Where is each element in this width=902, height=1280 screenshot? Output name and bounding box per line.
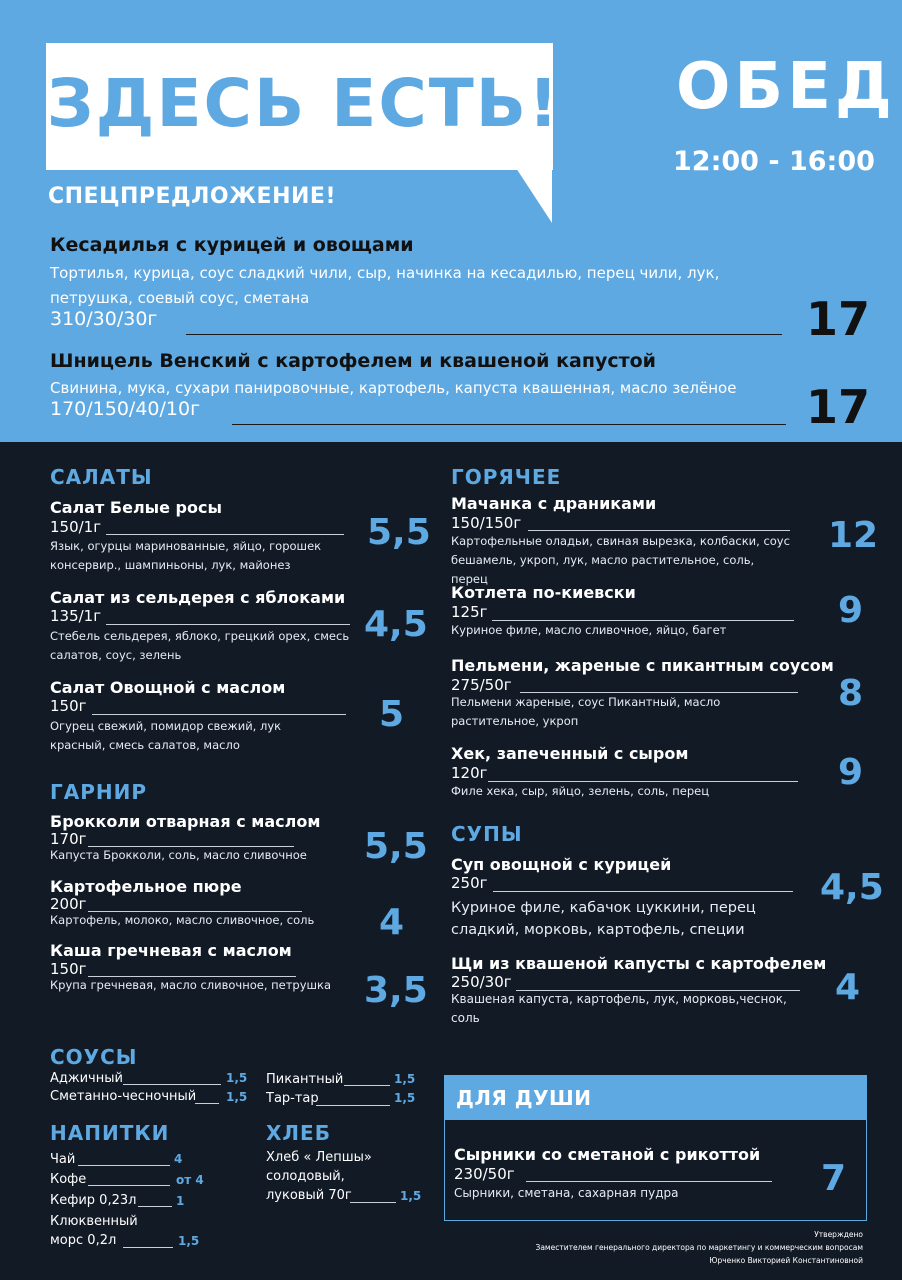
drink-3-name: Кефир 0,23л <box>50 1193 137 1208</box>
soup-2-name: Щи из квашеной капусты с картофелем <box>451 954 827 973</box>
hot-title: ГОРЯЧЕЕ <box>451 465 562 489</box>
drink-1-name: Чай <box>50 1152 76 1167</box>
salad-3-weight: 150г <box>50 697 87 715</box>
salad-2-name: Салат из сельдерея с яблоками <box>50 588 346 607</box>
speech-bubble <box>46 43 561 170</box>
special-1-price: 17 <box>806 292 871 346</box>
garnish-1-weight: 170г <box>50 830 87 848</box>
drink-3-leader <box>138 1206 172 1207</box>
garnish-title: ГАРНИР <box>50 780 148 804</box>
garnish-3-weight: 150г <box>50 960 87 978</box>
hot-3-price: 8 <box>838 673 864 714</box>
hot-3-weight: 275/50г <box>451 676 512 694</box>
drink-1-price: 4 <box>174 1152 183 1166</box>
salad-2-desc: Стебель сельдерея, яблоко, грецкий орех, смесь салатов, соус, зелень <box>50 629 350 662</box>
soup-2-weight: 250/30г <box>451 973 512 991</box>
approval-line2: Заместителем генерального директора по маркетингу и коммерческим вопросам <box>535 1243 863 1252</box>
sauce-1-price: 1,5 <box>226 1071 248 1085</box>
hot-3-desc: Пельмени жареные, соус Пикантный, масло растительное, укроп <box>451 695 721 728</box>
hot-1-leader <box>528 530 790 531</box>
approval-line3: Юрченко Викторией Константиновной <box>709 1256 863 1265</box>
drink-2-name: Кофе <box>50 1172 87 1187</box>
hot-4-desc: Филе хека, сыр, яйцо, зелень, соль, перец <box>451 784 710 798</box>
approval-line1: Утверждено <box>814 1230 863 1239</box>
sauce-1-name: Аджичный <box>50 1071 123 1086</box>
sauce-4-price: 1,5 <box>394 1091 416 1105</box>
drink-1-leader <box>78 1165 170 1166</box>
bread-line2: солодовый, <box>266 1169 345 1184</box>
special-2-price: 17 <box>806 380 871 434</box>
hot-3-name: Пельмени, жареные с пикантным соусом <box>451 656 834 675</box>
sauce-4-name: Тар-тар <box>266 1091 319 1106</box>
hot-2-name: Котлета по-киевски <box>451 583 636 602</box>
drink-3-price: 1 <box>176 1194 185 1208</box>
salad-2-price: 4,5 <box>364 604 428 645</box>
drink-4-name2: морс 0,2л <box>50 1233 117 1248</box>
garnish-1-desc: Капуста Брокколи, соль, масло сливочное <box>50 848 307 862</box>
salad-3-name: Салат Овощной с маслом <box>50 678 286 697</box>
soup-2-desc: Квашеная капуста, картофель, лук, морковь,чеснок, соль <box>451 992 787 1025</box>
sauce-2-price: 1,5 <box>226 1090 248 1104</box>
bread-line3: луковый 70г <box>266 1188 352 1203</box>
salad-1-desc: Язык, огурцы маринованные, яйцо, горошек консервир., шампиньоны, лук, майонез <box>50 539 322 572</box>
salad-1-leader <box>106 534 344 535</box>
soup-2-price: 4 <box>835 967 861 1008</box>
salad-3-price: 5 <box>379 694 405 735</box>
special-2-name: Шницель Венский с картофелем и квашеной капустой <box>50 350 656 372</box>
sauce-4-leader <box>316 1105 390 1106</box>
sauce-3-leader <box>344 1085 390 1086</box>
garnish-2-name: Картофельное пюре <box>50 877 242 896</box>
garnish-2-desc: Картофель, молоко, масло сливочное, соль <box>50 913 315 927</box>
special-1-name: Кесадилья с курицей и овощами <box>50 234 414 256</box>
hot-2-weight: 125г <box>451 603 488 621</box>
bread-line1: Хлеб « Лепшы» <box>266 1150 372 1165</box>
hot-2-desc: Куриное филе, масло сливочное, яйцо, багет <box>451 623 727 637</box>
garnish-1-price: 5,5 <box>364 826 428 867</box>
drinks-title: НАПИТКИ <box>50 1121 170 1145</box>
special-2-desc: Свинина, мука, сухари панировочные, картофель, капуста квашенная, масло зелёное <box>50 379 737 397</box>
sauce-1-leader <box>123 1084 221 1085</box>
lunch-hours: 12:00 - 16:00 <box>673 146 875 177</box>
sauce-3-price: 1,5 <box>394 1072 416 1086</box>
drink-4-leader <box>123 1247 173 1248</box>
hot-1-name: Мачанка с драниками <box>451 494 657 513</box>
soups-title: СУПЫ <box>451 822 523 846</box>
special-2-weight: 170/150/40/10г <box>50 398 201 420</box>
soul-item-price: 7 <box>821 1158 847 1199</box>
soul-title: ДЛЯ ДУШИ <box>456 1086 592 1110</box>
soul-item-weight: 230/50г <box>454 1165 515 1183</box>
sauce-2-leader <box>195 1103 219 1104</box>
hot-4-name: Хек, запеченный с сыром <box>451 744 689 763</box>
bread-title: ХЛЕБ <box>266 1121 331 1145</box>
hot-1-price: 12 <box>828 515 879 556</box>
soul-item-leader <box>526 1181 772 1182</box>
hot-4-weight: 120г <box>451 764 488 782</box>
hot-1-weight: 150/150г <box>451 514 522 532</box>
garnish-3-name: Каша гречневая с маслом <box>50 941 292 960</box>
soul-item-name: Сырники со сметаной с рикоттой <box>454 1145 761 1164</box>
bread-price: 1,5 <box>400 1189 422 1203</box>
salad-1-price: 5,5 <box>367 512 431 553</box>
sauce-3-name: Пикантный <box>266 1072 344 1087</box>
salad-1-name: Салат Белые росы <box>50 498 222 517</box>
salad-2-weight: 135/1г <box>50 607 102 625</box>
lunch-title: ОБЕД <box>676 50 896 124</box>
bread-leader <box>350 1202 396 1203</box>
soup-1-weight: 250г <box>451 874 488 892</box>
garnish-3-desc: Крупа гречневая, масло сливочное, петрушка <box>50 978 332 992</box>
soul-header <box>444 1075 867 1120</box>
bubble-title: ЗДЕСЬ ЕСТЬ! <box>46 65 561 142</box>
drink-2-leader <box>88 1185 170 1186</box>
special-1-weight: 310/30/30г <box>50 308 158 330</box>
soup-1-price: 4,5 <box>820 867 884 908</box>
soup-1-desc: Куриное филе, кабачок цуккини, перец сладкий, морковь, картофель, специи <box>451 900 756 938</box>
special-1-leader <box>186 334 782 335</box>
sauce-2-name: Сметанно-чесночный <box>50 1089 197 1104</box>
sauces-title: СОУСЫ <box>50 1045 138 1069</box>
garnish-2-price: 4 <box>379 902 405 943</box>
hot-1-desc: Картофельные оладьи, свиная вырезка, колбаски, соус бешамель, укроп, лук, масло растительное, соль, перец <box>451 534 790 586</box>
salads-title: САЛАТЫ <box>50 465 153 489</box>
drink-2-price: от 4 <box>176 1173 204 1187</box>
salad-3-leader <box>92 714 346 715</box>
speech-bubble-tail <box>516 168 552 223</box>
salad-2-leader <box>106 624 350 625</box>
special-label: СПЕЦПРЕДЛОЖЕНИЕ! <box>48 184 336 209</box>
garnish-3-price: 3,5 <box>364 970 428 1011</box>
special-1-desc-line1: Тортилья, курица, соус сладкий чили, сыр, начинка на кесадилью, перец чили, лук, <box>50 264 720 282</box>
soul-item-desc: Сырники, сметана, сахарная пудра <box>454 1186 679 1200</box>
drink-4-price: 1,5 <box>178 1234 200 1248</box>
special-1-desc-line2: петрушка, соевый соус, сметана <box>50 289 310 307</box>
soup-1-leader <box>493 891 793 892</box>
garnish-1-name: Брокколи отварная с маслом <box>50 812 321 831</box>
salad-1-weight: 150/1г <box>50 518 102 536</box>
drink-4-name: Клюквенный <box>50 1214 138 1229</box>
salad-3-desc: Огурец свежий, помидор свежий, лук красный, смесь салатов, масло <box>50 719 282 752</box>
special-2-leader <box>232 424 786 425</box>
garnish-2-weight: 200г <box>50 895 87 913</box>
hot-4-price: 9 <box>838 752 864 793</box>
soup-1-name: Суп овощной с курицей <box>451 855 672 874</box>
hot-2-price: 9 <box>838 590 864 631</box>
